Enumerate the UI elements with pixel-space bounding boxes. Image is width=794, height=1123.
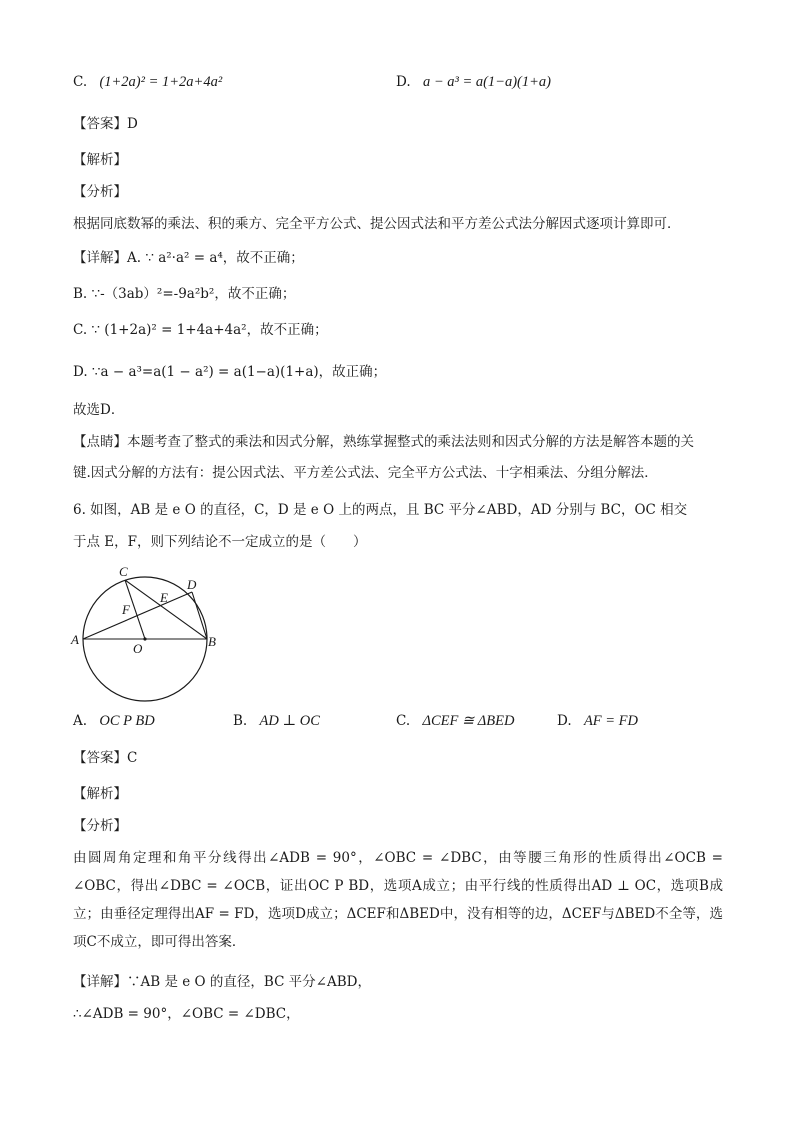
q6-option-c-math: ΔCEF ≅ ΔBED	[422, 713, 515, 729]
label-c: C	[119, 564, 128, 579]
q6-answer	[73, 748, 137, 768]
q5-option-d-math: a − a³ = a(1−a)(1+a)	[422, 74, 551, 90]
chord-bd	[192, 592, 207, 639]
label-e: E	[160, 590, 168, 605]
q6-fenxi-tag: 【分析】	[73, 818, 127, 834]
q6-detail-1-text: ∵AB 是 e O 的直径，BC 平分∠ABD，	[127, 974, 371, 990]
q6-option-a	[73, 711, 155, 731]
q6-answer-value: C	[127, 750, 138, 766]
label-a: A	[71, 632, 79, 647]
q5-detail-b: B. ∵-（3ab）²=-9a²b²，故不正确；	[73, 286, 296, 302]
q5-option-c-label: C.	[73, 74, 88, 90]
q5-fenxi-tag: 【分析】	[73, 184, 127, 200]
q6-option-d-label: D.	[557, 713, 572, 729]
q5-detail-a-text: A. ∵ a²·a² = a⁴，故不正确；	[127, 250, 304, 266]
label-b: B	[208, 634, 216, 649]
q5-option-c-math: (1+2a)² = 1+2a+4a²	[99, 74, 223, 90]
q6-detail-tag: 【详解】	[73, 974, 127, 990]
q5-detail-a	[73, 248, 304, 268]
q6-option-b	[233, 711, 320, 731]
q6-option-d	[557, 711, 638, 731]
q5-dianjing-tag: 【点睛】	[73, 434, 127, 450]
q6-stem-line-1: 6. 如图，AB 是 e O 的直径，C，D 是 e O 上的两点，且 BC 平分∠ABD，AD 分别与 BC，OC 相交	[73, 502, 688, 518]
q5-dianjing-line-2: 键.因式分解的方法有：提公因式法、平方差公式法、完全平方公式法、十字相乘法、分组分解法．	[73, 465, 658, 481]
q5-option-d-label: D.	[396, 74, 411, 90]
q5-option-c	[73, 72, 222, 92]
label-f: F	[122, 602, 130, 617]
q5-answer-tag: 【答案】	[73, 116, 127, 132]
q5-detail-c: C. ∵ (1+2a)² = 1+4a+4a²，故不正确；	[73, 322, 328, 338]
q6-option-c	[396, 711, 514, 731]
label-d: D	[187, 577, 197, 592]
q6-stem-line-2: 于点 E，F，则下列结论不一定成立的是（ ）	[73, 534, 367, 550]
q6-option-b-label: B.	[233, 713, 248, 729]
q5-detail-tag: 【详解】	[73, 250, 127, 266]
q6-detail-2: ∴∠ADB = 90°，∠OBC = ∠DBC，	[73, 1006, 300, 1022]
q6-option-c-label: C.	[396, 713, 411, 729]
q5-option-d	[396, 72, 551, 92]
q6-answer-tag: 【答案】	[73, 750, 127, 766]
q6-option-b-math: AD ⊥ OC	[259, 713, 320, 729]
q5-detail-d: D. ∵a − a³=a(1 − a²) = a(1−a)(1+a)，故正确；	[73, 364, 387, 380]
q6-circle-figure	[66, 562, 226, 702]
q6-analysis-tag: 【解析】	[73, 786, 127, 802]
q5-dianjing-line-1	[73, 432, 694, 452]
q5-fenxi-text: 根据同底数幂的乘法、积的乘方、完全平方公式、提公因式法和平方差公式法分解因式逐项计算即可．	[73, 216, 681, 232]
q6-fenxi-text: 由圆周角定理和角平分线得出∠ADB = 90°，∠OBC = ∠DBC，由等腰三角形的性质得出∠OCB = ∠OBC，得出∠DBC = ∠OCB，证出OC P BD，选项A成立；由平行线的性质得出AD ⊥ OC，选项B成立；由垂径定理得出AF = FD，选项D成立；ΔCEF和ΔBED中，没有相等的边，ΔCEF与ΔBED不全等，选项C不成立，即可得出答案．	[73, 850, 723, 950]
center-o-dot	[143, 637, 146, 640]
q6-option-d-math: AF = FD	[583, 713, 639, 729]
q5-answer-value: D	[127, 116, 138, 132]
q6-detail-1	[73, 972, 371, 992]
q6-option-a-math: OC P BD	[99, 713, 155, 729]
q5-dianjing-text-1: 本题考查了整式的乘法和因式分解，熟练掌握整式的乘法法则和因式分解的方法是解答本题的关	[127, 434, 694, 450]
label-o: O	[133, 641, 143, 656]
q5-conclusion: 故选D．	[73, 402, 125, 418]
q5-analysis-tag: 【解析】	[73, 152, 127, 168]
q5-answer	[73, 114, 138, 134]
q6-option-a-label: A.	[73, 713, 88, 729]
